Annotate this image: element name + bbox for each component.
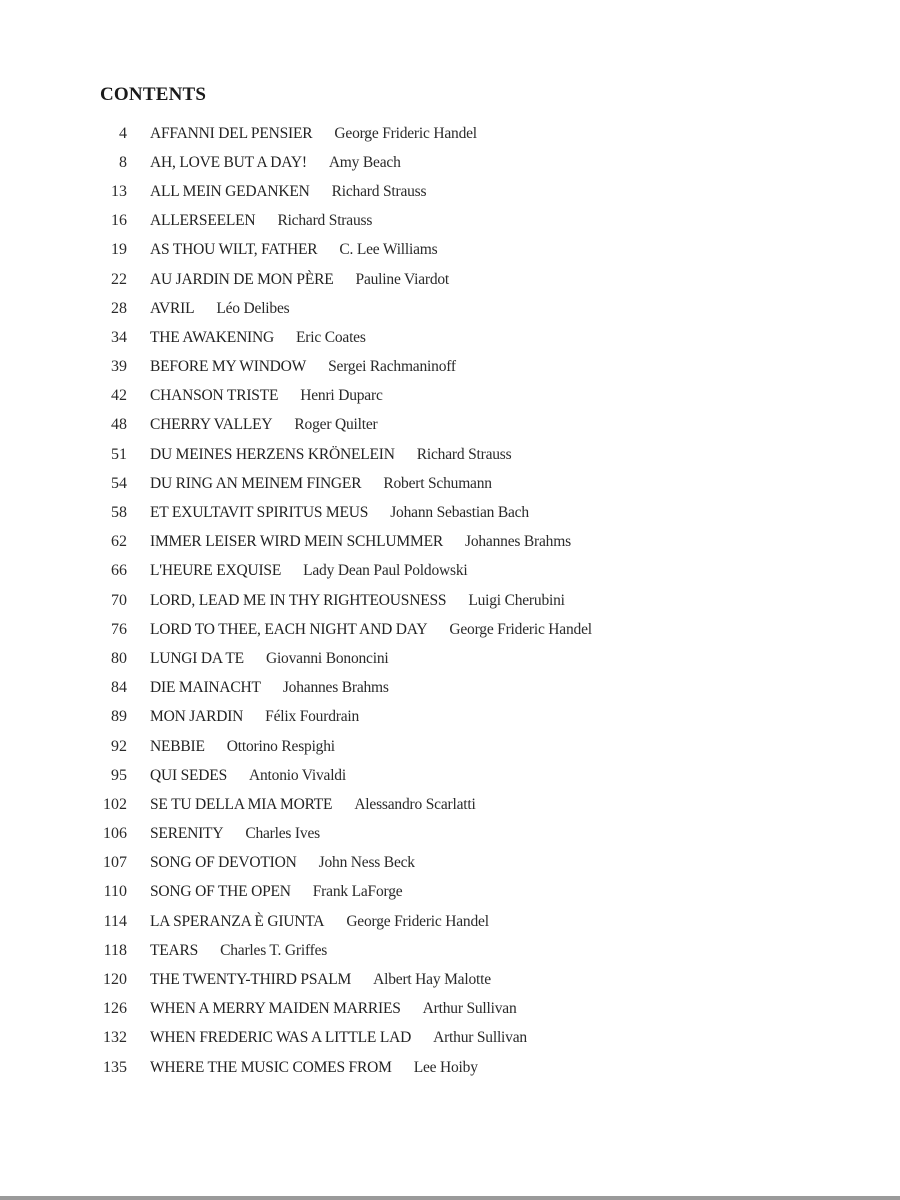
toc-entry	[0, 294, 900, 323]
composer-name: Ottorino Respighi	[226, 737, 335, 755]
toc-entry	[0, 1024, 900, 1053]
page-number: 76	[111, 620, 127, 638]
composer-name: Sergei Rachmaninoff	[328, 358, 456, 376]
song-title: WHEN A MERRY MAIDEN MARRIES	[150, 1000, 401, 1018]
contents-heading: CONTENTS	[100, 84, 207, 105]
song-title: LORD TO THEE, EACH NIGHT AND DAY	[150, 620, 428, 638]
page-number: 120	[103, 971, 127, 989]
page-number: 102	[103, 795, 127, 813]
toc-entry	[0, 469, 900, 498]
composer-name: Alessandro Scarlatti	[354, 795, 476, 813]
song-title: SE TU DELLA MIA MORTE	[150, 795, 333, 813]
page-number: 42	[111, 387, 127, 405]
song-title: THE TWENTY-THIRD PSALM	[150, 971, 352, 989]
toc-entry	[0, 761, 900, 790]
composer-name: Léo Delibes	[216, 299, 290, 317]
toc-entry	[0, 177, 900, 206]
toc-entry	[0, 615, 900, 644]
song-title: WHEN FREDERIC WAS A LITTLE LAD	[150, 1029, 412, 1047]
composer-name: Johann Sebastian Bach	[390, 504, 529, 522]
song-title: WHERE THE MUSIC COMES FROM	[150, 1058, 392, 1076]
page-number: 66	[111, 562, 127, 580]
song-title: LA SPERANZA È GIUNTA	[150, 912, 325, 930]
toc-entry	[0, 236, 900, 265]
composer-name: Arthur Sullivan	[433, 1029, 527, 1047]
page-number: 135	[103, 1058, 127, 1076]
song-title: ALLERSEELEN	[150, 212, 256, 230]
page-number: 132	[103, 1029, 127, 1047]
composer-name: Arthur Sullivan	[422, 1000, 517, 1018]
page-number: 89	[111, 708, 127, 726]
composer-name: Antonio Vivaldi	[249, 766, 346, 784]
page-number: 95	[111, 766, 127, 784]
song-title: QUI SEDES	[150, 766, 227, 784]
page-number: 48	[111, 416, 127, 434]
page-number: 16	[111, 212, 127, 230]
toc-entry	[0, 878, 900, 907]
song-title: CHERRY VALLEY	[150, 416, 273, 434]
toc-entry	[0, 411, 900, 440]
toc-entry	[0, 498, 900, 527]
song-title: MON JARDIN	[150, 708, 244, 726]
toc-entry	[0, 382, 900, 411]
contents-list	[0, 119, 900, 1082]
composer-name: John Ness Beck	[318, 854, 415, 872]
composer-name: Giovanni Bononcini	[265, 649, 389, 667]
page-number: 80	[111, 649, 127, 667]
page-number: 84	[111, 679, 127, 697]
toc-entry	[0, 703, 900, 732]
composer-name: Henri Duparc	[300, 387, 383, 405]
toc-entry	[0, 586, 900, 615]
page-number: 8	[119, 153, 127, 171]
page-number: 54	[111, 474, 127, 492]
song-title: CHANSON TRISTE	[150, 387, 279, 405]
song-title: LORD, LEAD ME IN THY RIGHTEOUSNESS	[150, 591, 447, 609]
composer-name: Amy Beach	[328, 153, 401, 171]
composer-name: Frank LaForge	[312, 883, 403, 901]
page-number: 39	[111, 358, 127, 376]
toc-entry	[0, 644, 900, 673]
song-title: ET EXULTAVIT SPIRITUS MEUS	[150, 504, 369, 522]
song-title: SONG OF THE OPEN	[150, 883, 291, 901]
toc-entry	[0, 936, 900, 965]
composer-name: Eric Coates	[296, 328, 366, 346]
composer-name: Johannes Brahms	[282, 679, 389, 697]
composer-name: George Frideric Handel	[449, 620, 592, 638]
page-number: 92	[111, 737, 127, 755]
song-title: DU MEINES HERZENS KRÖNELEIN	[150, 445, 395, 463]
toc-entry	[0, 353, 900, 382]
song-title: ALL MEIN GEDANKEN	[150, 182, 310, 200]
bottom-border	[0, 1196, 900, 1200]
toc-entry	[0, 323, 900, 352]
toc-entry	[0, 849, 900, 878]
page-number: 4	[119, 124, 127, 142]
song-title: LUNGI DA TE	[150, 649, 244, 667]
composer-name: George Frideric Handel	[334, 124, 477, 142]
composer-name: Lee Hoiby	[413, 1058, 478, 1076]
composer-name: C. Lee Williams	[339, 241, 438, 259]
composer-name: Charles Ives	[245, 825, 320, 843]
toc-entry	[0, 965, 900, 994]
page-number: 110	[103, 883, 127, 901]
composer-name: Félix Fourdrain	[265, 708, 360, 726]
song-title: AH, LOVE BUT A DAY!	[150, 153, 307, 171]
page-number: 114	[103, 912, 127, 930]
toc-entry	[0, 820, 900, 849]
composer-name: Luigi Cherubini	[468, 591, 565, 609]
composer-name: Albert Hay Malotte	[373, 971, 491, 989]
toc-entry	[0, 790, 900, 819]
page-number: 28	[111, 299, 127, 317]
song-title: NEBBIE	[150, 737, 205, 755]
composer-name: Richard Strauss	[277, 212, 373, 230]
composer-name: Robert Schumann	[383, 474, 492, 492]
composer-name: Lady Dean Paul Poldowski	[303, 562, 468, 580]
composer-name: George Frideric Handel	[346, 912, 489, 930]
page-number: 118	[103, 941, 127, 959]
song-title: AFFANNI DEL PENSIER	[150, 124, 313, 142]
toc-entry	[0, 207, 900, 236]
toc-entry	[0, 674, 900, 703]
song-title: TEARS	[150, 941, 199, 959]
page-number: 19	[111, 241, 127, 259]
song-title: DIE MAINACHT	[150, 679, 261, 697]
song-title: BEFORE MY WINDOW	[150, 358, 307, 376]
song-title: AS THOU WILT, FATHER	[150, 241, 318, 259]
toc-entry	[0, 119, 900, 148]
toc-entry	[0, 732, 900, 761]
toc-entry	[0, 907, 900, 936]
toc-entry	[0, 1053, 900, 1082]
composer-name: Johannes Brahms	[465, 533, 571, 551]
song-title: IMMER LEISER WIRD MEIN SCHLUMMER	[150, 533, 443, 551]
song-title: SERENITY	[150, 825, 224, 843]
song-title: DU RING AN MEINEM FINGER	[150, 474, 362, 492]
toc-entry	[0, 995, 900, 1024]
toc-entry	[0, 440, 900, 469]
composer-name: Richard Strauss	[331, 182, 427, 200]
song-title: AVRIL	[150, 299, 195, 317]
page-number: 58	[111, 504, 127, 522]
composer-name: Roger Quilter	[294, 416, 378, 434]
toc-entry	[0, 528, 900, 557]
composer-name: Pauline Viardot	[355, 270, 450, 288]
page-number: 126	[103, 1000, 127, 1018]
page-number: 22	[111, 270, 127, 288]
composer-name: Charles T. Griffes	[220, 941, 328, 959]
page-number: 51	[111, 445, 127, 463]
composer-name: Richard Strauss	[416, 445, 512, 463]
toc-entry	[0, 265, 900, 294]
song-title: SONG OF DEVOTION	[150, 854, 297, 872]
toc-entry	[0, 148, 900, 177]
toc-entry	[0, 557, 900, 586]
song-title: THE AWAKENING	[150, 328, 275, 346]
page-number: 62	[111, 533, 127, 551]
page-number: 106	[103, 825, 127, 843]
page-number: 13	[111, 182, 127, 200]
song-title: L'HEURE EXQUISE	[150, 562, 282, 580]
song-title: AU JARDIN DE MON PÈRE	[150, 270, 334, 288]
page-number: 70	[111, 591, 127, 609]
page-number: 107	[103, 854, 127, 872]
page-number: 34	[111, 328, 127, 346]
